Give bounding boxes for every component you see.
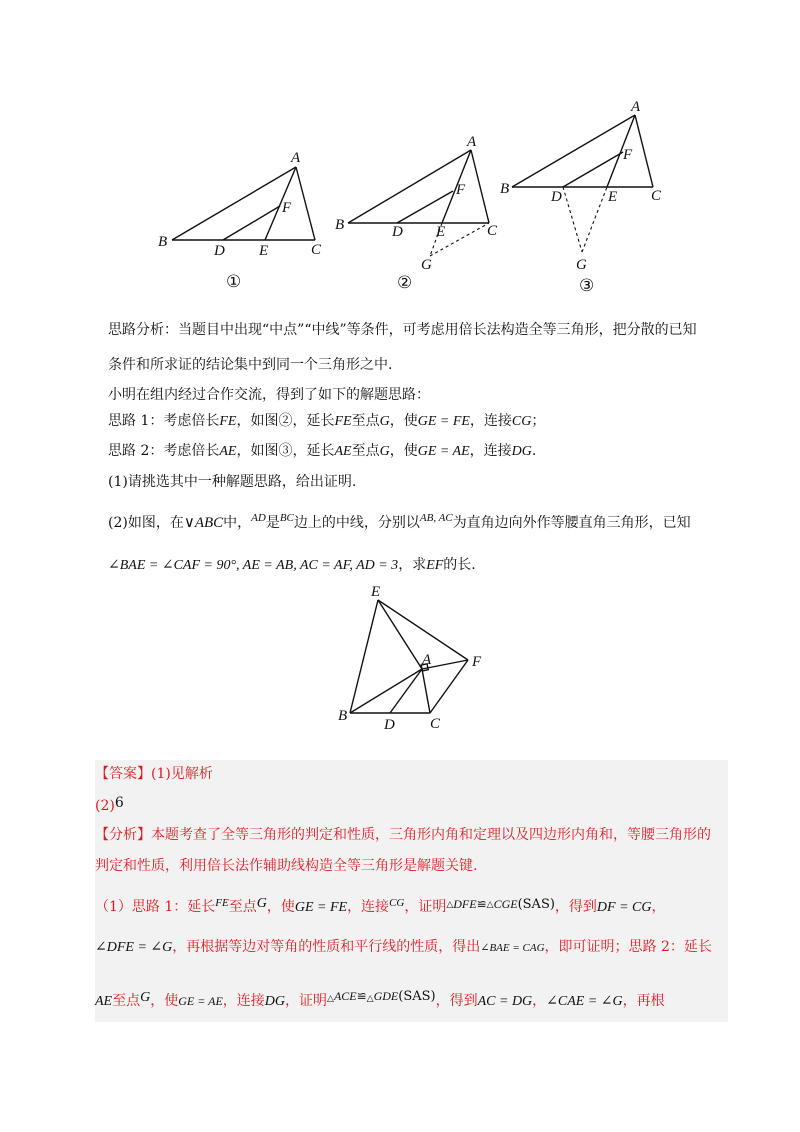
label-A: A	[291, 150, 301, 166]
label-E: E	[371, 584, 381, 600]
label-C: C	[487, 223, 498, 239]
answer-panel	[95, 760, 728, 1022]
idea-2: 思路 2：考虑倍长AE，如图③，延长AE至点G，使GE = AE，连接DG.	[108, 443, 537, 459]
label-D: D	[384, 717, 395, 733]
label-F: F	[282, 200, 292, 216]
figure-caption: ③	[579, 276, 595, 295]
label-D: D	[392, 224, 403, 240]
figure-1	[150, 140, 340, 295]
solution-line-3: AE至点G，使GE = AE，连接DG，证明△ACE≌△GDE(SAS)，得到AC = DG，∠CAE = ∠G，再根	[95, 989, 665, 1009]
label-G: G	[576, 257, 587, 273]
label-A: A	[631, 99, 641, 115]
analysis-line-2: 条件和所求证的结论集中到同一个三角形之中.	[108, 357, 393, 373]
label-A: A	[467, 134, 477, 150]
analysis-line-2: 判定和性质，利用倍长法作辅助线构造全等三角形是解题关键.	[95, 858, 478, 874]
label-E: E	[608, 189, 618, 205]
label-C: C	[651, 188, 662, 204]
analysis-line-1: 思路分析：当题目中出现“中点”“中线”等条件，可考虑用倍长法构造全等三角形，把分散的已知	[108, 322, 697, 338]
figure-caption: ②	[397, 273, 413, 292]
figure-4	[330, 580, 500, 740]
label-D: D	[551, 189, 562, 205]
figure-caption: ①	[226, 272, 242, 291]
label-B: B	[158, 234, 168, 250]
label-B: B	[338, 708, 348, 724]
solution-line-1: （1）思路 1：延长$^{FE}$至点G，使GE = FE，连接$^{CG}$，证明△DFE≌△CGE(SAS)，得到DF = CG，	[95, 896, 666, 915]
label-F: F	[472, 654, 482, 670]
label-E: E	[259, 243, 269, 259]
question-2-condition: ∠BAE = ∠CAF = 90°, AE = AB, AC = AF, AD = 3，求EF的长.	[108, 557, 476, 573]
solution-line-2: ∠DFE = ∠G，再根据等边对等角的性质和平行线的性质，得出∠BAE = CAG，即可证明；思路 2：延长	[95, 939, 712, 955]
intro-line: 小明在组内经过合作交流，得到了如下的解题思路：	[108, 387, 430, 403]
label-A: A	[422, 652, 432, 668]
analysis-line-1: 【分析】本题考查了全等三角形的判定和性质，三角形内角和定理以及四边形内角和，等腰三角形的	[95, 827, 711, 843]
question-1: (1)请挑选其中一种解题思路，给出证明.	[108, 474, 357, 490]
label-C: C	[311, 242, 322, 258]
figure-3	[495, 95, 680, 300]
label-F: F	[456, 182, 466, 198]
figure-2	[330, 130, 510, 300]
answer-part-2: (2)6	[95, 795, 124, 814]
label-G: G	[421, 257, 432, 273]
label-E: E	[436, 224, 446, 240]
label-F: F	[623, 147, 633, 163]
label-D: D	[214, 243, 225, 259]
label-B: B	[335, 217, 345, 233]
question-2: (2)如图，在∨ABC中，$^{AD}$是$^{BC}$边上的中线，分别以$^{AB, AC}$为直角边向外作等腰直角三角形，已知	[108, 512, 691, 531]
answer-line: 【答案】(1)见解析	[95, 766, 213, 782]
idea-1: 思路 1：考虑倍长FE，如图②，延长FE至点G，使GE = FE，连接CG；	[108, 413, 546, 429]
label-C: C	[430, 716, 441, 732]
label-B: B	[500, 181, 510, 197]
